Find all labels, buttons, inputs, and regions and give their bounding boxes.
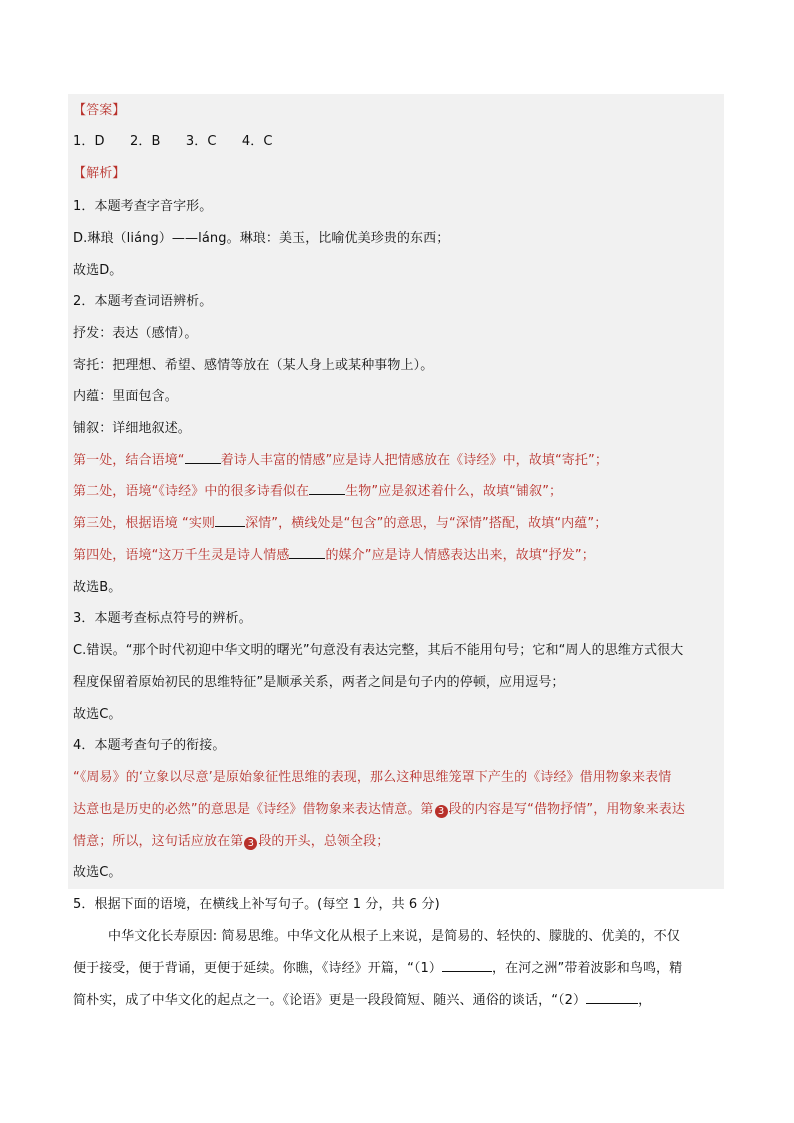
- q1-conclusion: 故选D。: [73, 263, 123, 278]
- q2-point-4-start: 第四处，语境“这万千生灵是诗人情感: [73, 548, 290, 563]
- q3-conclusion: 故选C。: [73, 707, 122, 722]
- blank-line: [309, 482, 345, 495]
- question-5-paragraph-line-1: 中华文化长寿原因: 简易思维。中华文化从根子上来说，是简易的、轻快的、朦胧的、优美的，不仅: [108, 929, 681, 944]
- para-line-3-end: ，: [638, 993, 652, 1008]
- answer-blank-2[interactable]: [586, 991, 638, 1004]
- q4-explanation-3: [73, 832, 389, 852]
- q2-point-3-end: 深情”，横线处是“包含”的意思，与“深情”搭配，故填“内蕴”；: [245, 516, 608, 531]
- q2-point-3-start: 第三处，根据语境 “实则: [73, 516, 216, 531]
- q2-point-1: [73, 451, 608, 471]
- question-5-paragraph-line-3: [73, 991, 651, 1011]
- q4-explanation-3-end: 段的开头，总领全段；: [258, 834, 390, 849]
- answer-heading: 【答案】: [73, 103, 126, 118]
- q2-definition-2: 寄托：把理想、希望、感情等放在（某人身上或某种事物上）。: [73, 358, 434, 373]
- q4-explanation-2-end: 段的内容是写“借物抒情”，用物象来表达: [448, 802, 685, 817]
- para-line-2-start: 便于接受，便于背诵，更便于延续。你瞧，《诗经》开篇，“（1）: [73, 961, 443, 976]
- blank-line: [289, 546, 325, 559]
- q2-definition-4: 铺叙：详细地叙述。: [73, 421, 191, 436]
- q2-definition-1: 抒发：表达（感情）。: [73, 326, 198, 341]
- q4-explanation-3-start: 情意；所以，这句话应放在第: [73, 834, 244, 849]
- circled-number-3: 3: [244, 837, 257, 850]
- blank-line: [215, 514, 245, 527]
- q3-explanation-2: 程度保留着原始初民的思维特征”是顺承关系，两者之间是句子内的停顿，应用逗号；: [73, 675, 565, 690]
- q2-point-2-end: 生物”应是叙述着什么，故填“铺叙”；: [345, 484, 563, 499]
- q4-explanation-1: “《周易》的‘立象以尽意’是原始象征性思维的表现，那么这种思维笼罩下产生的《诗经》借用物象来表情: [73, 770, 672, 785]
- analysis-heading: 【解析】: [73, 166, 126, 181]
- q3-explanation-1: C.错误。“那个时代初迎中华文明的曙光”句意没有表达完整，其后不能用句号；它和“周人的思维方式很大: [73, 643, 684, 658]
- blank-line: [185, 451, 221, 464]
- q4-explanation-2: [73, 800, 685, 820]
- para-line-3-start: 简朴实，成了中华文化的起点之一。《论语》更是一段段简短、随兴、通俗的谈话，“（2）: [73, 993, 587, 1008]
- answer-list: 1．D 2．B 3．C 4．C: [73, 134, 273, 149]
- question-5-paragraph-line-2: [73, 959, 682, 979]
- q2-point-4: [73, 546, 595, 566]
- circled-number-3: 3: [435, 805, 448, 818]
- q4-explanation-2-start: 达意也是历史的必然”的意思是《诗经》借物象来表达情意。第: [73, 802, 434, 817]
- q2-definition-3: 内蕴：里面包含。: [73, 389, 178, 404]
- q2-point-1-start: 第一处，结合语境“: [73, 453, 185, 468]
- q2-point-1-end: 着诗人丰富的情感”应是诗人把情感放在《诗经》中，故填“寄托”；: [220, 453, 608, 468]
- question-5-title: 5．根据下面的语境，在横线上补写句子。(每空 1 分，共 6 分): [73, 897, 440, 912]
- q2-point-3: [73, 514, 607, 534]
- q2-point-2-start: 第二处，语境“《诗经》中的很多诗看似在: [73, 484, 310, 499]
- para-line-2-end: ，在河之洲”带着波影和鸟鸣，精: [492, 961, 683, 976]
- q3-title: 3．本题考查标点符号的辨析。: [73, 611, 252, 626]
- q1-explanation: D.琳琅（liáng）——láng。琳琅：美玉，比喻优美珍贵的东西；: [73, 231, 450, 246]
- q2-point-2: [73, 482, 562, 502]
- q2-conclusion: 故选B。: [73, 580, 122, 595]
- answer-blank-1[interactable]: [442, 959, 492, 972]
- q2-point-4-end: 的媒介”应是诗人情感表达出来，故填“抒发”；: [325, 548, 595, 563]
- q4-conclusion: 故选C。: [73, 865, 122, 880]
- q2-title: 2．本题考查词语辨析。: [73, 294, 213, 309]
- q1-title: 1．本题考查字音字形。: [73, 199, 213, 214]
- q4-title: 4．本题考查句子的衔接。: [73, 738, 226, 753]
